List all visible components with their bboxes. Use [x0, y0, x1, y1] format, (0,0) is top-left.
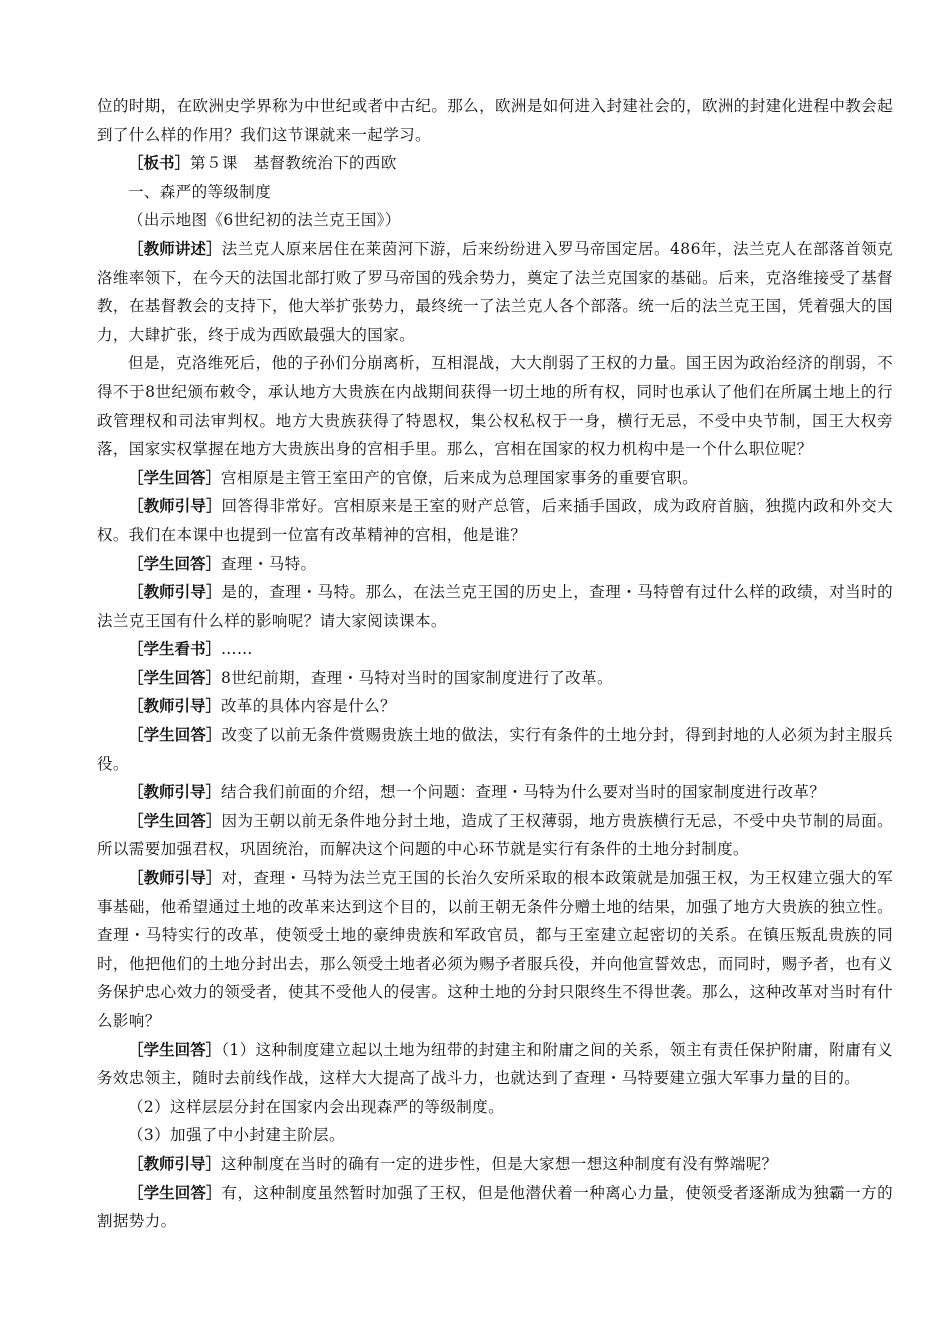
paragraph-text: （出示地图《6世纪初的法兰克王国》）	[128, 211, 401, 230]
paragraph-text: 这种制度在当时的确有一定的进步性，但是大家想一想这种制度有没有弊端呢？	[221, 1154, 778, 1173]
paragraph-text: （1）这种制度建立起以土地为纽带的封建主和附庸之间的关系，领主有责任保护附庸，附庸有义务效忠领主，随时去前线作战，这样大大提高了战斗力，也就达到了查理・马特要建立强大军事力量的目的。	[97, 1040, 893, 1088]
paragraph	[97, 1121, 893, 1150]
speaker-tag: ［学生回答］	[128, 811, 222, 830]
speaker-tag: ［教师讲述］	[128, 239, 222, 258]
paragraph-text: 是的，查理・马特。那么，在法兰克王国的历史上，查理・马特曾有过什么样的政绩，对当时的法兰克王国有什么样的影响呢？请大家阅读课本。	[97, 583, 893, 630]
paragraph-text: 宫相原是主管王室田产的官僚，后来成为总理国家事务的重要官职。	[221, 468, 699, 487]
paragraph-text: 对，查理・马特为法兰克王国的长治久安所采取的根本政策就是加强王权，为王权建立强大的军事基础，他希望通过土地的改革来达到这个目的，以前王朝无条件分赠土地的结果，加强了地方大贵族的独立性。查理・马特实行的改革，使领受土地的豪绅贵族和军政官员，都与王室建立起密切的关系。在镇压叛乱贵族的同时，他把他们的土地分封出去，那么领受土地者必须为赐予者服兵役，并向他宣誓效忠，而同时，赐予者，也有义务保护忠心效力的领受者，使其不受他人的侵害。这种土地的分封只限终生不得世袭。那么，这种改革对当时有什么影响？	[97, 869, 893, 1030]
speaker-tag: ［学生回答］	[128, 468, 222, 487]
paragraph-text: （2）这样层层分封在国家内会出现森严的等级制度。	[128, 1097, 504, 1116]
paragraph-text: 一、森严的等级制度	[128, 182, 272, 201]
speaker-tag: ［学生回答］	[128, 554, 222, 573]
paragraph	[97, 864, 893, 1036]
paragraph	[97, 778, 893, 807]
paragraph-text: ……	[221, 640, 253, 659]
paragraph-text: 结合我们前面的介绍，想一个问题：查理・马特为什么要对当时的国家制度进行改革？	[221, 783, 826, 802]
speaker-tag: ［板书］	[128, 154, 191, 173]
paragraph	[97, 578, 893, 635]
paragraph	[97, 1093, 893, 1122]
paragraph	[97, 1150, 893, 1179]
paragraph	[97, 807, 893, 864]
paragraph-text: 法兰克人原来居住在莱茵河下游，后来纷纷进入罗马帝国定居。486年，法兰克人在部落首领克洛维率领下，在今天的法国北部打败了罗马帝国的残余势力，奠定了法兰克国家的基础。后来，克洛维接受了基督教，在基督教会的支持下，他大举扩张势力，最终统一了法兰克人各个部落。统一后的法兰克王国，凭着强大的国力，大肆扩张，终于成为西欧最强大的国家。	[97, 239, 893, 344]
speaker-tag: ［学生回答］	[128, 1040, 222, 1059]
speaker-tag: ［学生看书］	[128, 640, 222, 659]
paragraph	[97, 464, 893, 493]
paragraph-text: 改变了以前无条件赏赐贵族土地的做法，实行有条件的土地分封，得到封地的人必须为封主服兵役。	[97, 726, 893, 773]
speaker-tag: ［学生回答］	[128, 726, 222, 745]
speaker-tag: ［教师引导］	[128, 697, 222, 716]
paragraph	[97, 235, 893, 349]
paragraph-text: 回答得非常好。宫相原来是王室的财产总管，后来插手国政，成为政府首脑，独揽内政和外交大权。我们在本课中也提到一位富有改革精神的宫相，他是谁？	[97, 497, 893, 544]
paragraph	[97, 664, 893, 693]
speaker-tag: ［教师引导］	[128, 869, 222, 888]
paragraph-text: 但是，克洛维死后，他的子孙们分崩离析，互相混战，大大削弱了王权的力量。国王因为政治经济的削弱，不得不于8世纪颁布敕令，承认地方大贵族在内战期间获得一切土地的所有权，同时也承认了他们在所属土地上的行政管理权和司法审判权。地方大贵族获得了特恩权，集公权私权于一身，横行无忌，不受中央节制，国王大权旁落，国家实权掌握在地方大贵族出身的宫相手里。那么，宫相在国家的权力机构中是一个什么职位呢？	[97, 354, 893, 459]
paragraph	[97, 635, 893, 664]
speaker-tag: ［教师引导］	[128, 583, 222, 602]
speaker-tag: ［教师引导］	[128, 1154, 222, 1173]
paragraph	[97, 692, 893, 721]
paragraph-text: 有，这种制度虽然暂时加强了王权，但是他潜伏着一种离心力量，使领受者逐渐成为独霸一方的割据势力。	[97, 1183, 893, 1231]
paragraph-text: 8世纪前期，查理・马特对当时的国家制度进行了改革。	[221, 668, 613, 687]
paragraph-text: （3）加强了中小封建主阶层。	[128, 1126, 345, 1145]
paragraph	[97, 92, 893, 149]
paragraph	[97, 492, 893, 549]
document-page	[97, 92, 893, 1236]
speaker-tag: ［学生回答］	[128, 1183, 222, 1202]
section-heading	[97, 178, 893, 207]
paragraph	[97, 1179, 893, 1236]
paragraph	[97, 1036, 893, 1093]
speaker-tag: ［教师引导］	[128, 783, 222, 802]
paragraph-text: 因为王朝以前无条件地分封土地，造成了王权薄弱，地方贵族横行无忌，不受中央节制的局面。所以需要加强君权，巩固统治，而解决这个问题的中心环节就是实行有条件的土地分封制度。	[97, 811, 893, 859]
paragraph	[97, 149, 893, 178]
speaker-tag: ［学生回答］	[128, 668, 222, 687]
paragraph	[97, 206, 893, 235]
paragraph-text: 改革的具体内容是什么？	[221, 697, 396, 716]
paragraph	[97, 349, 893, 463]
paragraph-text: 查理・马特。	[221, 554, 317, 573]
paragraph	[97, 721, 893, 778]
paragraph-text: 位的时期，在欧洲史学界称为中世纪或者中古纪。那么，欧洲是如何进入封建社会的，欧洲的封建化进程中教会起到了什么样的作用？我们这节课就来一起学习。	[97, 97, 893, 144]
speaker-tag: ［教师引导］	[128, 497, 222, 516]
paragraph-text: 第５课 基督教统治下的西欧	[190, 154, 397, 173]
paragraph	[97, 550, 893, 579]
